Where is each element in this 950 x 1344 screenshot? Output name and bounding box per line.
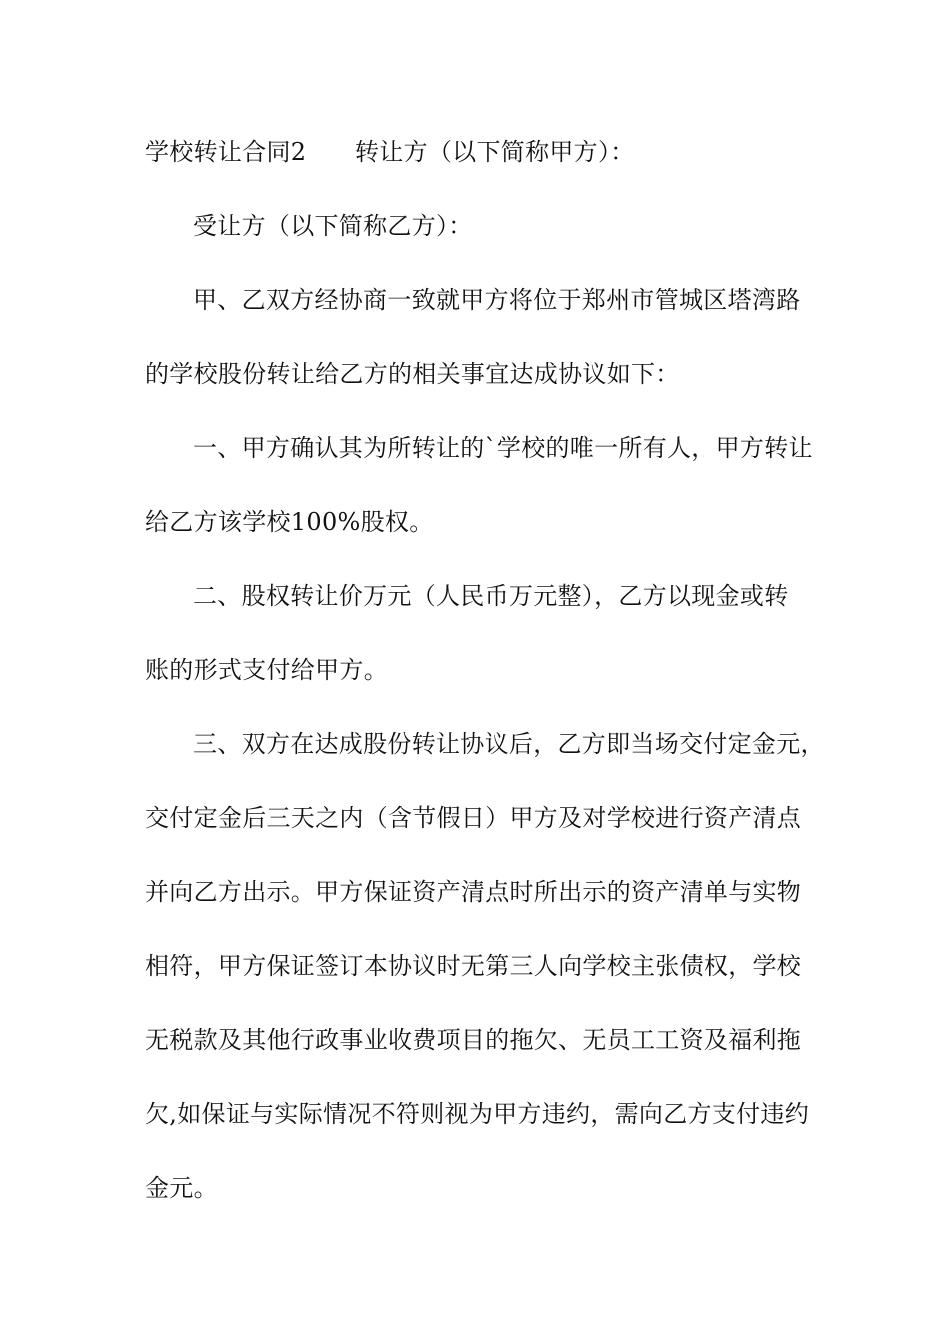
- paragraph-line: 交付定金后三天之内（含节假日）甲方及对学校进行资产清点: [145, 804, 802, 832]
- paragraph-line: 无税款及其他行政事业收费项目的拖欠、无员工工资及福利拖: [145, 1026, 802, 1054]
- paragraph-line: 欠,如保证与实际情况不符则视为甲方违约，需向乙方支付违约: [145, 1100, 810, 1128]
- paragraph-line: 金元。: [145, 1174, 218, 1202]
- paragraph-line: 甲、乙双方经协商一致就甲方将位于郑州市管城区塔湾路: [193, 286, 801, 314]
- paragraph-line: 并向乙方出示。甲方保证资产清点时所出示的资产清单与实物: [145, 878, 802, 906]
- document-title-line: 学校转让合同2 转让方（以下简称甲方）：: [145, 138, 635, 166]
- paragraph-line: 二、股权转让价万元（人民币万元整），乙方以现金或转: [193, 582, 789, 610]
- paragraph-line: 的学校股份转让给乙方的相关事宜达成协议如下：: [145, 360, 680, 388]
- paragraph-line: 三、双方在达成股份转让协议后，乙方即当场交付定金元，: [193, 730, 825, 758]
- paragraph-line: 账的形式支付给甲方。: [145, 656, 388, 684]
- paragraph-line: 受让方（以下简称乙方）：: [193, 212, 473, 240]
- paragraph-line: 给乙方该学校100%股权。: [145, 508, 434, 536]
- paragraph-line: 相符，甲方保证签订本协议时无第三人向学校主张债权，学校: [145, 952, 802, 980]
- paragraph-line: 一、甲方确认其为所转让的`学校的唯一所有人，甲方转让: [193, 434, 813, 462]
